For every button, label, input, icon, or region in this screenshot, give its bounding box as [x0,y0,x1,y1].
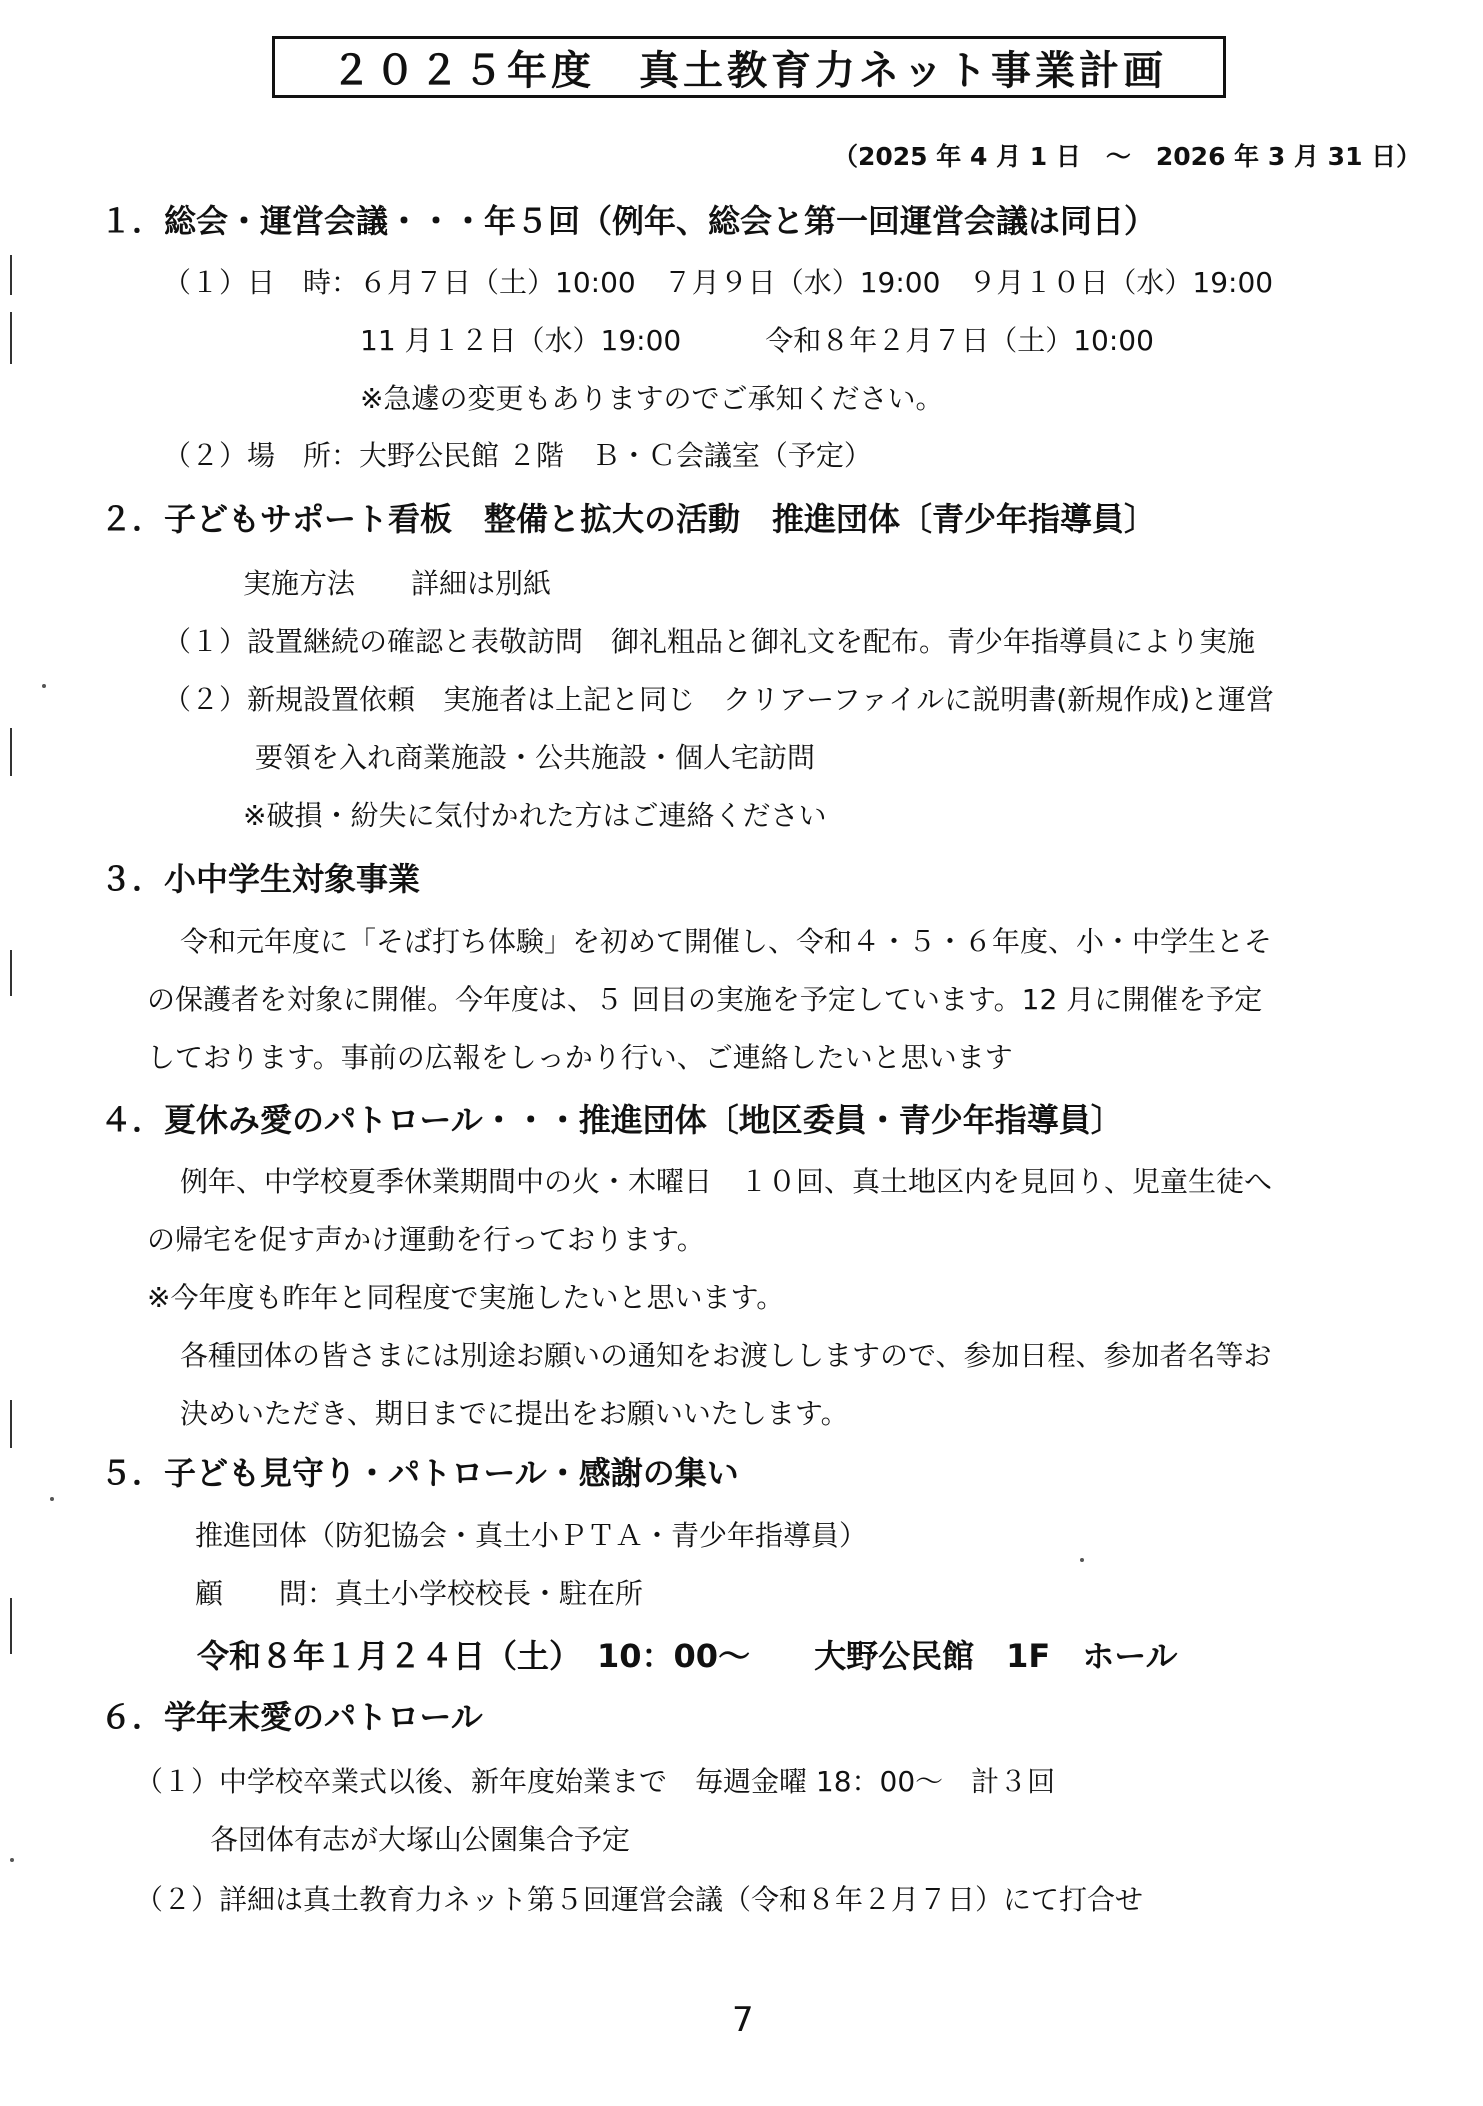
section-1-line-2: 11 月１２日（水）19:00 令和８年２月７日（土）10:00 [360,324,1154,357]
title-box [272,36,1226,98]
section-4-line-1: 例年、中学校夏季休業期間中の火・木曜日 １０回、真土地区内を見回り、児童生徒へ [180,1165,1273,1198]
section-2-line-2: （１）設置継続の確認と表敬訪問 御礼粗品と御礼文を配布。青少年指導員により実施 [163,625,1256,658]
section-2-heading: ２．子どもサポート看板 整備と拡大の活動 推進団体〔青少年指導員〕 [100,500,1157,538]
scan-dot [50,1497,54,1501]
section-2-line-4: 要領を入れ商業施設・公共施設・個人宅訪問 [255,741,816,774]
section-1-line-4: （２）場 所：大野公民館 ２階 Ｂ・Ｃ会議室（予定） [163,439,872,472]
period: （2025 年 4 月 1 日 ～ 2026 年 3 月 31 日） [833,142,1422,171]
section-3-heading: ３．小中学生対象事業 [100,860,421,898]
section-3-line-1: 令和元年度に「そば打ち体験」を初めて開催し、令和４・５・６年度、小・中学生とそ [180,925,1273,958]
section-2-line-1: 実施方法 詳細は別紙 [243,567,552,600]
section-4-heading: ４．夏休み愛のパトロール・・・推進団体〔地区委員・青少年指導員〕 [100,1101,1123,1139]
section-4-line-4: 各種団体の皆さまには別途お願いの通知をお渡ししますので、参加日程、参加者名等お [180,1339,1272,1372]
section-2-line-3: （２）新規設置依頼 実施者は上記と同じ クリアーファイルに説明書(新規作成)と運営 [163,683,1275,716]
scan-dot [10,1858,14,1862]
page-title: ２０２５年度 真土教育力ネット事業計画 [331,47,1167,94]
scan-mark [10,1598,12,1654]
section-2-line-5: ※破損・紛失に気付かれた方はご連絡ください [243,799,827,832]
section-5-line-3: 令和８年１月２４日（土） 10：00～ 大野公民館 1F ホール [197,1637,1178,1675]
section-1-line-3: ※急遽の変更もありますのでご承知ください。 [360,382,944,415]
scan-mark [10,728,12,776]
section-5-heading: ５．子ども見守り・パトロール・感謝の集い [100,1454,739,1492]
section-6-heading: ６．学年末愛のパトロール [100,1698,483,1736]
scan-mark [10,950,12,996]
section-1-heading: １．総会・運営会議・・・年５回（例年、総会と第一回運営会議は同日） [100,202,1157,240]
scan-dot [42,684,46,688]
section-1-line-1: （１）日 時：６月７日（土）10:00 ７月９日（水）19:00 ９月１０日（水）19:00 [163,266,1274,299]
section-4-line-3: ※今年度も昨年と同程度で実施したいと思います。 [147,1281,785,1314]
section-5-line-2: 顧 問：真土小学校校長・駐在所 [195,1577,644,1610]
scan-dot [1080,1558,1084,1562]
section-4-line-2: の帰宅を促す声かけ運動を行っております。 [147,1223,705,1256]
section-6-line-2: 各団体有志が大塚山公園集合予定 [210,1823,631,1856]
section-5-line-1: 推進団体（防犯協会・真土小ＰＴＡ・青少年指導員） [195,1519,868,1552]
section-6-line-1: （１）中学校卒業式以後、新年度始業まで 毎週金曜 18：00～ 計３回 [135,1765,1056,1798]
scan-mark [10,255,12,295]
scan-mark [10,312,12,364]
page-number: 7 [732,2000,754,2040]
section-4-line-5: 決めいただき、期日までに提出をお願いいたします。 [180,1397,849,1430]
section-6-line-3: （２）詳細は真土教育力ネット第５回運営会議（令和８年２月７日）にて打合せ [135,1883,1144,1916]
scan-mark [10,1400,12,1448]
section-3-line-2: の保護者を対象に開催。今年度は、５ 回目の実施を予定しています。12 月に開催を予定 [147,983,1263,1016]
section-3-line-3: しております。事前の広報をしっかり行い、ご連絡したいと思います [147,1041,1013,1074]
